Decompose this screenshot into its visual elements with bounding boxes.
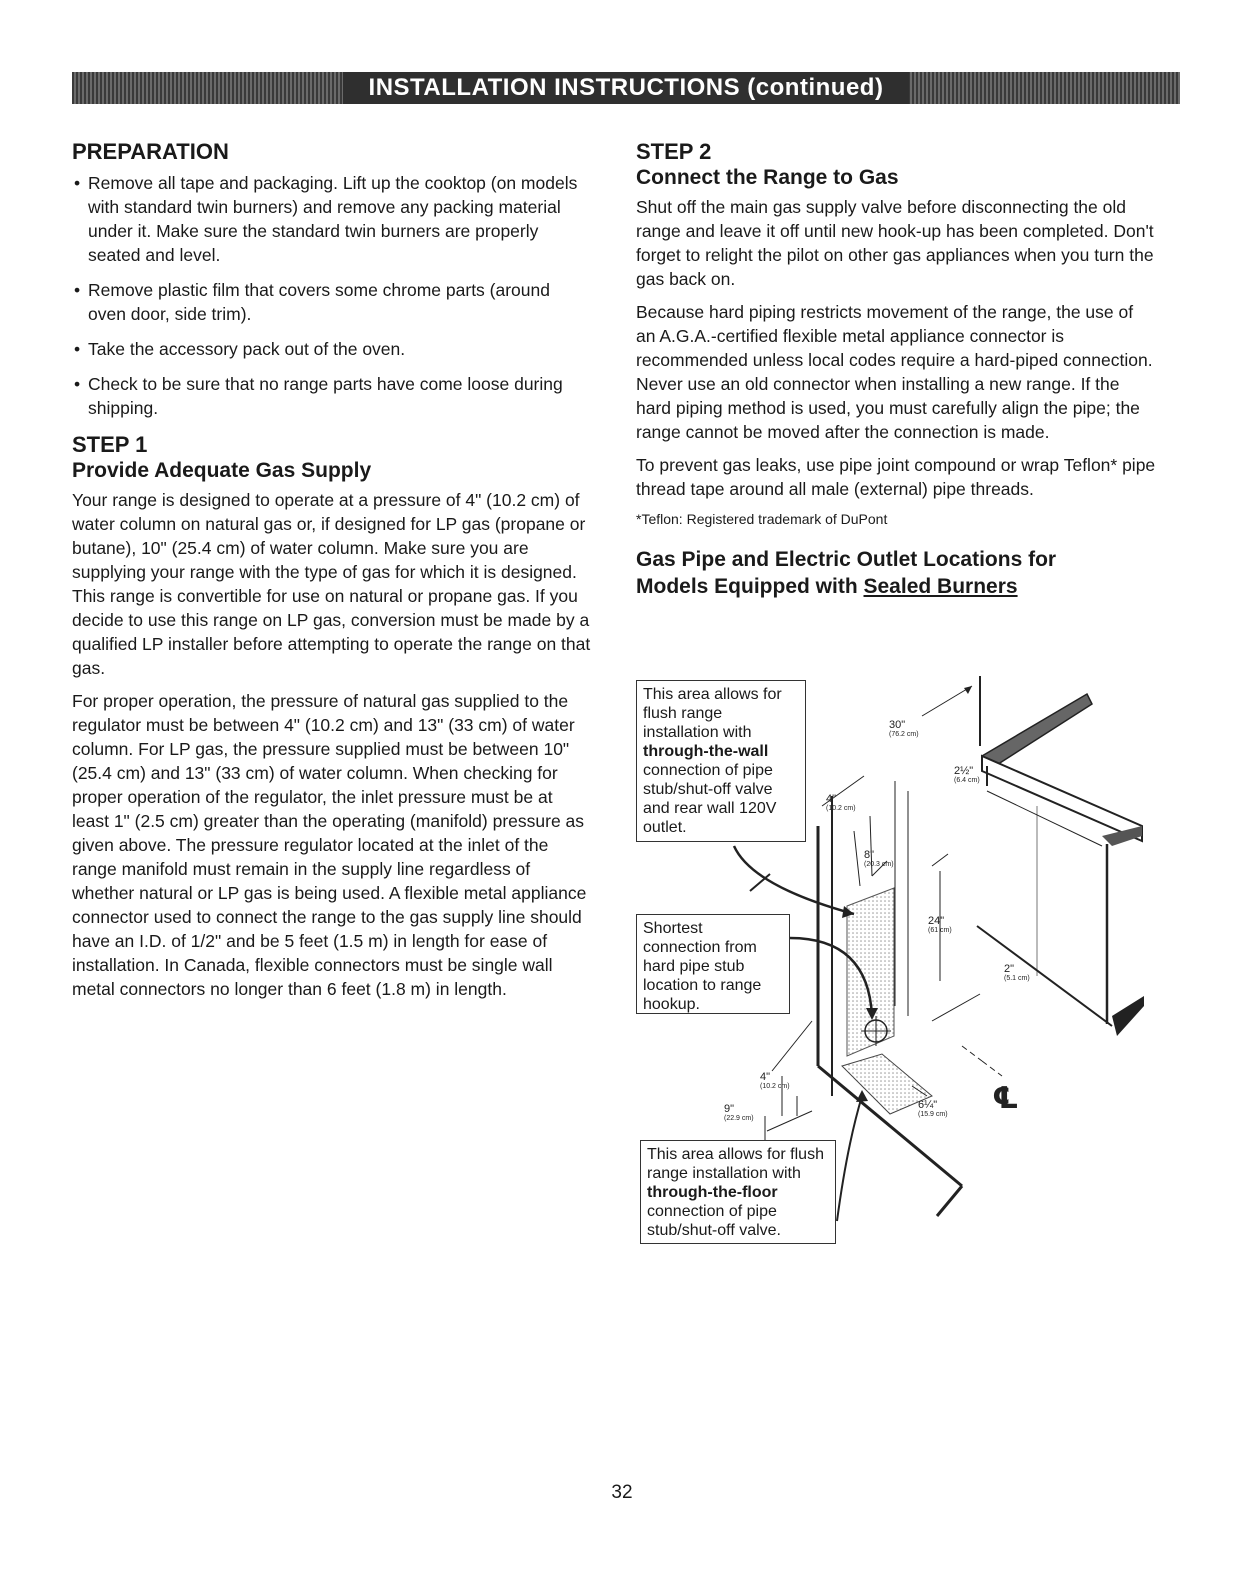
dim-metric: (61 cm): [928, 927, 952, 934]
dim-8-in: [864, 850, 894, 869]
shortest-connection-callout: [636, 914, 790, 1014]
dim-6-25-in: [918, 1100, 948, 1119]
dim-value: 9": [724, 1103, 735, 1115]
dim-4-in-top: [826, 794, 856, 813]
step2-paragraph: To prevent gas leaks, use pipe joint compound or wrap Teflon* pipe thread tape around all male (external) pipe threads.: [636, 455, 1156, 499]
step1-paragraph: For proper operation, the pressure of natural gas supplied to the regulator must be between 4" (10.2 cm) and 13" (33 cm) of water column. For LP gas, the pressure supplied must be between 10" (25.4 cm) and 13" (33 cm) of water column. When checking for proper operation of the regulator, the inlet pressure must be at least 1" (2.5 cm) greater than the operating (manifold) pressure as given above. The pressure regulator located at the inlet of the range manifold must remain in the supply line regardless of whether natural or LP gas is being used. A flexible metal appliance connector used to connect the range to the gas supply line should have an I.D. of 1/2" and be 5 feet (1.5 m) in length for ease of installation. In Canada, flexible connectors must be single wall metal connectors no longer than 6 feet (1.8 m) in length.: [72, 691, 587, 999]
dim-line: [854, 831, 860, 886]
dim-value: 4": [760, 1071, 771, 1083]
dim-2-line: [932, 994, 980, 1021]
header-banner-inner: [343, 72, 910, 104]
dim-metric: (6.4 cm): [954, 777, 980, 784]
preparation-list: [72, 171, 592, 420]
through-wall-callout-bold: through-the-wall: [643, 743, 769, 760]
step2-label: STEP 2: [636, 139, 712, 164]
step1-label: STEP 1: [72, 432, 148, 457]
step2-title: Connect the Range to Gas: [636, 166, 899, 189]
cabinet-base: [977, 926, 1112, 1026]
diagram-title-sealed-burners: Sealed Burners: [863, 575, 1018, 598]
dim-metric: (10.2 cm): [826, 805, 856, 812]
dim-4-in-low: [760, 1072, 790, 1091]
dim-metric: (5.1 cm): [1004, 975, 1030, 982]
floor-edge-corner: [937, 1186, 962, 1216]
dim-9-in: [724, 1104, 754, 1123]
through-floor-callout-text: This area allows for flush range installation with: [647, 1146, 824, 1182]
preparation-bullet: • Remove all tape and packaging. Lift up the cooktop (on models with standard twin burners) and remove any packing material under it. Make sure the standard twin burners are properly seated and level.: [72, 171, 592, 267]
dim-9-base: [767, 1111, 812, 1131]
gas-pipe-location-diagram: [632, 676, 1152, 1252]
step2-paragraph: Shut off the main gas supply valve before disconnecting the old range and leave it off until new hook-up has been completed. Don't forget to relight the pilot on other gas appliances when you turn the gas back on.: [636, 197, 1154, 289]
page-header-title: INSTALLATION INSTRUCTIONS (continued): [368, 74, 884, 101]
step1-paragraph: Your range is designed to operate at a pressure of 4" (10.2 cm) of water column on natural gas or, if designed for LP gas (propane or butane), 10" (25.4 cm) of water column. Make sure you are supplying your range with the type of gas for which it is designed. This range is convertible for use on natural or propane gas. If you decide to use this range on LP gas, conversion must be made by a qualified LP installer before attempting to operate the range on that gas.: [72, 490, 591, 678]
floor-callout-leader: [837, 1096, 862, 1221]
cabinet-toe-kick: [1112, 996, 1144, 1036]
centerline-dash: [982, 1061, 1002, 1076]
header-banner: [72, 72, 1180, 104]
teflon-footnote: *Teflon: Registered trademark of DuPont: [636, 511, 888, 527]
preparation-bullet: • Remove plastic film that covers some chrome parts (around oven door, side trim).: [72, 278, 592, 326]
wall-callout-arrow: [734, 846, 854, 914]
through-floor-callout-text-end: connection of pipe stub/shut-off valve.: [647, 1203, 781, 1239]
dim-metric: (76.2 cm): [889, 731, 919, 738]
dim-2-5-in: [954, 766, 980, 785]
through-floor-callout: [640, 1140, 836, 1244]
centerline-dash: [962, 1046, 982, 1061]
page-number: 32: [611, 1482, 633, 1503]
through-wall-callout: [636, 680, 806, 842]
countertop-back: [982, 694, 1092, 768]
dim-value: 30": [889, 719, 906, 731]
preparation-bullet: • Check to be sure that no range parts have come loose during shipping.: [72, 372, 592, 420]
dim-30-in: [889, 720, 919, 739]
diagram-section-title: [636, 546, 1156, 600]
right-column: [636, 138, 1156, 610]
left-column: [72, 138, 592, 1010]
dim-tick: [932, 854, 948, 866]
dim-30-arrow: [922, 686, 972, 716]
dim-value: 4": [826, 793, 837, 805]
dim-metric: (10.2 cm): [760, 1083, 790, 1090]
floor-callout-arrowhead: [856, 1090, 868, 1102]
diagram-title-line2-prefix: Models Equipped with: [636, 575, 864, 598]
centerline-label: ℄: [992, 1082, 1019, 1115]
dim-value: 6¼": [918, 1099, 938, 1111]
dim-24-in: [928, 916, 952, 935]
through-wall-callout-text-end: connection of pipe stub/shut-off valve and rear wall 120V outlet.: [643, 762, 777, 836]
dim-metric: (20.3 cm): [864, 861, 894, 868]
dim-value: 2½": [954, 765, 974, 777]
dim-metric: (15.9 cm): [918, 1111, 948, 1118]
dim-value: 24": [928, 915, 945, 927]
shortest-connection-text: Shortest connection from hard pipe stub location to range hookup.: [643, 920, 762, 1013]
dim-value: 8": [864, 849, 875, 861]
preparation-heading: PREPARATION: [72, 139, 229, 164]
step2-paragraph: Because hard piping restricts movement of the range, the use of an A.G.A.-certified flexible metal appliance connector is recommended unless local codes require a hard-piped connection. Never use an old connector when installing a new range. If the hard piping method is used, you must carefully align the pipe; the range cannot be moved after the connection is made.: [636, 302, 1153, 442]
diagram-title-line1: Gas Pipe and Electric Outlet Locations for: [636, 548, 1057, 571]
dim-value: 2": [1004, 963, 1015, 975]
preparation-bullet: • Take the accessory pack out of the oven.: [72, 337, 592, 361]
step1-title: Provide Adequate Gas Supply: [72, 459, 372, 482]
countertop-top: [982, 756, 1142, 841]
through-floor-callout-bold: through-the-floor: [647, 1184, 778, 1201]
floor-line-left: [750, 874, 770, 891]
centerline-symbol: [992, 1084, 1019, 1114]
dim-4-low: [772, 1021, 812, 1071]
dim-metric: (22.9 cm): [724, 1115, 754, 1122]
through-wall-callout-text: This area allows for flush range installation with: [643, 686, 782, 741]
dim-2-in: [1004, 964, 1030, 983]
